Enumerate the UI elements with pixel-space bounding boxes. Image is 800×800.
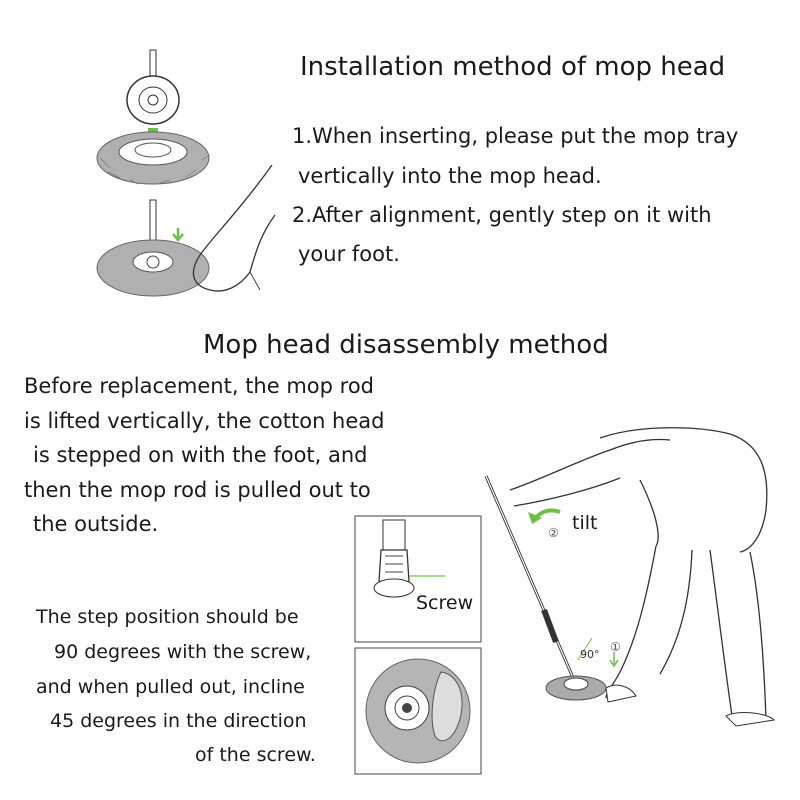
install-step-line-4: your foot. (298, 242, 400, 266)
screw-label: Screw (416, 592, 474, 614)
angle-label: 90° (580, 648, 600, 661)
mop-head-detail-inset (355, 648, 485, 778)
install-illustration (90, 40, 350, 340)
install-step-line-3: 2.After alignment, gently step on it with (292, 203, 712, 227)
person-with-mop-illustration (470, 420, 790, 800)
disassembly-paragraph-line-2: is lifted vertically, the cotton head (24, 409, 385, 433)
note-line-3: and when pulled out, incline (36, 676, 305, 698)
note-line-1: The step position should be (36, 606, 299, 628)
note-line-2: 90 degrees with the screw, (54, 641, 312, 663)
disassembly-paragraph-line-3: is stepped on with the foot, and (33, 443, 368, 467)
install-step-line-1: 1.When inserting, please put the mop tray (292, 124, 739, 148)
tilt-label: tilt (572, 512, 598, 534)
note-line-5: of the screw. (195, 744, 316, 766)
disassembly-paragraph-line-1: Before replacement, the mop rod (24, 374, 374, 398)
install-step-line-2: vertically into the mop head. (298, 164, 602, 188)
note-line-4: 45 degrees in the direction (50, 710, 307, 732)
disassembly-paragraph-line-4: then the mop rod is pulled out to (24, 478, 371, 502)
step-2-marker: ② (548, 526, 559, 540)
step-1-marker: ① (610, 640, 621, 654)
install-title: Installation method of mop head (300, 52, 726, 82)
disassembly-paragraph-line-5: the outside. (33, 512, 159, 536)
disassembly-title: Mop head disassembly method (203, 330, 609, 360)
screw-detail-inset (355, 516, 485, 646)
